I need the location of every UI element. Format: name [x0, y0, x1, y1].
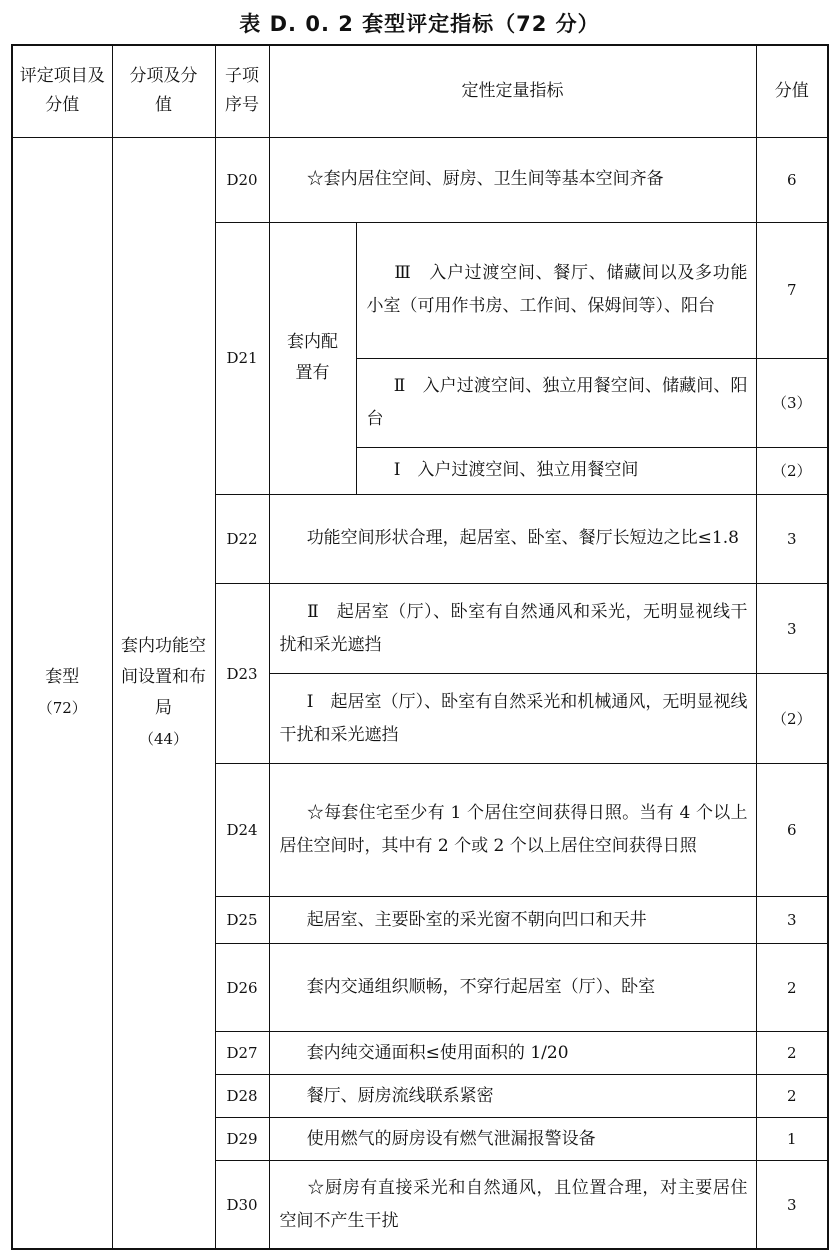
row-text: Ⅱ 起居室（厅）、卧室有自然通风和采光，无明显视线干扰和采光遮挡: [269, 583, 756, 673]
row-text: 使用燃气的厨房设有燃气泄漏报警设备: [269, 1118, 756, 1161]
row-text: Ⅱ 入户过渡空间、独立用餐空间、储藏间、阳台: [356, 358, 756, 447]
row-score: 2: [756, 944, 828, 1032]
header-score: 分值: [756, 45, 828, 137]
subitem-cell: [112, 137, 215, 1249]
row-text: 套内纯交通面积≤使用面积的 1/20: [269, 1032, 756, 1075]
subitem-score: （44）: [138, 729, 189, 748]
row-text: Ⅰ 起居室（厅）、卧室有自然采光和机械通风，无明显视线干扰和采光遮挡: [269, 674, 756, 764]
row-score: 3: [756, 494, 828, 583]
header-row: [12, 45, 828, 137]
row-id: D30: [215, 1161, 269, 1249]
item-score: （72）: [37, 698, 87, 717]
row-text: Ⅰ 入户过渡空间、独立用餐空间: [356, 447, 756, 494]
row-score: 2: [756, 1032, 828, 1075]
row-text: Ⅲ 入户过渡空间、餐厅、储藏间以及多功能小室（可用作书房、工作间、保姆间等）、阳台: [356, 222, 756, 358]
table-row: [12, 137, 828, 222]
table-title: 表 D. 0. 2 套型评定指标（72 分）: [239, 12, 600, 36]
row-id: D28: [215, 1075, 269, 1118]
row-text: ☆每套住宅至少有 1 个居住空间获得日照。当有 4 个以上居住空间时，其中有 2 个或 2 个以上居住空间获得日照: [269, 764, 756, 897]
row-score: （3）: [756, 358, 828, 447]
row-score: 3: [756, 1161, 828, 1249]
row-score: （2）: [756, 447, 828, 494]
row-id: D21: [215, 222, 269, 494]
row-id: D20: [215, 137, 269, 222]
row-score: 2: [756, 1075, 828, 1118]
row-id: D27: [215, 1032, 269, 1075]
row-text: ☆厨房有直接采光和自然通风，且位置合理，对主要居住空间不产生干扰: [269, 1161, 756, 1249]
header-indicator: 定性定量指标: [269, 45, 756, 137]
row-score: 6: [756, 137, 828, 222]
row-text: 套内交通组织顺畅，不穿行起居室（厅）、卧室: [269, 944, 756, 1032]
row-score: （2）: [756, 674, 828, 764]
item-name: 套型: [45, 666, 80, 687]
row-score: 1: [756, 1118, 828, 1161]
row-score: 3: [756, 897, 828, 944]
row-id: D22: [215, 494, 269, 583]
item-cell: [12, 137, 112, 1249]
row-text: 功能空间形状合理，起居室、卧室、餐厅长短边之比≤1.8: [269, 494, 756, 583]
row-text: 起居室、主要卧室的采光窗不朝向凹口和天井: [269, 897, 756, 944]
row-score: 7: [756, 222, 828, 358]
header-subitem: 分项及分值: [112, 45, 215, 137]
row-score: 6: [756, 764, 828, 897]
row-id: D26: [215, 944, 269, 1032]
row-id: D29: [215, 1118, 269, 1161]
d21-group-label: 套内配置有: [269, 222, 356, 494]
row-text: ☆套内居住空间、厨房、卫生间等基本空间齐备: [269, 137, 756, 222]
header-index: 子项序号: [215, 45, 269, 137]
scoring-table: [11, 44, 829, 1250]
row-id: D25: [215, 897, 269, 944]
row-score: 3: [756, 583, 828, 673]
row-text: 餐厅、厨房流线联系紧密: [269, 1075, 756, 1118]
header-item: 评定项目及分值: [12, 45, 112, 137]
row-id: D23: [215, 583, 269, 763]
row-id: D24: [215, 764, 269, 897]
subitem-name: 套内功能空间设置和布局: [121, 635, 206, 718]
